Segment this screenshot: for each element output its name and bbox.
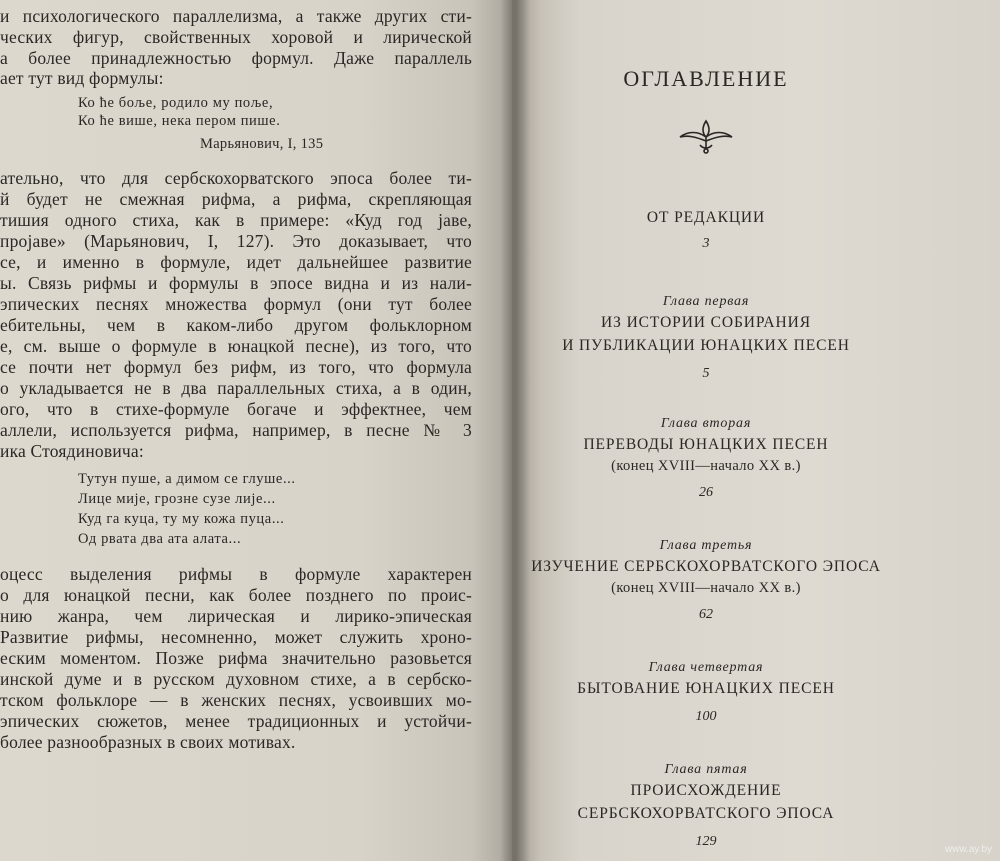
toc-entry[interactable]: [512, 415, 1000, 502]
prose-line: нию жанра, чем лирическая и лирико-эпическая: [0, 606, 472, 626]
prose-line: ого, что в стихе-формуле богаче и эффектнее, чем: [0, 399, 472, 419]
toc-chapter-label: Глава первая: [662, 294, 750, 309]
prose-line: а более принадлежностью формул. Даже параллель: [0, 48, 472, 68]
prose-line: се, и именно в формуле, идет дальнейшее развитие: [0, 252, 472, 272]
prose-line: аллели, используется рифма, например, в песне № 3: [0, 420, 472, 440]
prose-line: ает тут вид формулы:: [0, 68, 164, 88]
fleuron-ornament-icon: [674, 115, 738, 160]
toc-entry[interactable]: [512, 293, 1000, 383]
toc-entry-title: И ПУБЛИКАЦИИ ЮНАЦКИХ ПЕСЕН: [562, 337, 850, 354]
prose-line: более разнообразных в своих мотивах.: [0, 732, 296, 752]
toc-entry[interactable]: [512, 537, 1000, 624]
verse-line: Лице мије, грозне сузе лије...: [78, 491, 276, 507]
toc-entry[interactable]: [512, 206, 1000, 253]
right-page-contents: [512, 0, 1000, 861]
toc-entry-title: СЕРБСКОХОРВАТСКОГО ЭПОСА: [577, 805, 835, 822]
toc-entry-page: 100: [695, 709, 717, 724]
toc-entry-title: ПЕРЕВОДЫ ЮНАЦКИХ ПЕСЕН: [583, 436, 829, 453]
prose-line: ательно, что для сербскохорватского эпоса более ти-: [0, 168, 472, 188]
prose-line: о укладывается не в два параллельных стиха, а в один,: [0, 378, 472, 398]
prose-line: се почти нет формул без рифм, из того, что формула: [0, 357, 472, 377]
toc-chapter-label: Глава вторая: [660, 416, 752, 431]
toc-chapter-label: Глава третья: [659, 538, 753, 553]
toc-entry-page: 5: [702, 366, 710, 381]
toc-entry-title: ПРОИСХОЖДЕНИЕ: [630, 782, 782, 799]
prose-line: о для юнацкой песни, как более позднего по проис-: [0, 585, 472, 605]
book-gutter: [500, 0, 530, 861]
toc-entry[interactable]: [512, 761, 1000, 851]
toc-entry-page: 26: [699, 485, 713, 500]
toc-entry[interactable]: [512, 659, 1000, 726]
prose-line: тском фольклоре — в женских песнях, усвоивших мо-: [0, 690, 472, 710]
toc-entry-subtitle: (конец XVIII—начало XX в.): [611, 580, 801, 596]
verse-line: Тутун пуше, а димом се глуше...: [78, 471, 296, 487]
verse-line: Куд га куца, ту му кожа пуца...: [78, 511, 285, 527]
prose-line: еским моментом. Позже рифма значительно разовьется: [0, 648, 472, 668]
toc-entry-subtitle: (конец XVIII—начало XX в.): [611, 458, 801, 474]
toc-entry-page: 62: [699, 607, 713, 622]
toc-entry-title: ИЗУЧЕНИЕ СЕРБСКОХОРВАТСКОГО ЭПОСА: [531, 558, 881, 575]
toc-entry-title: ОТ РЕДАКЦИИ: [646, 209, 766, 226]
verse-attribution: Марьянович, I, 135: [200, 136, 324, 152]
toc-entry-page: 3: [702, 236, 710, 251]
prose-line: инской думе и в русском духовном стихе, а в сербско-: [0, 669, 472, 689]
prose-line: пројаве» (Марьянович, I, 127). Это доказывает, что: [0, 231, 472, 251]
toc-entry-title: ИЗ ИСТОРИИ СОБИРАНИЯ: [601, 314, 811, 331]
prose-line: и психологического параллелизма, а также других сти-: [0, 6, 472, 26]
verse-line: Ко ће више, нека пером пише.: [78, 113, 281, 129]
prose-line: ебительны, чем в каком-либо другом фольклорном: [0, 315, 472, 335]
prose-line: тишия одного стиха, как в примере: «Куд год јаве,: [0, 210, 472, 230]
toc-title: ОГЛАВЛЕНИЕ: [623, 66, 789, 91]
prose-line: ика Стоядиновича:: [0, 441, 144, 461]
prose-line: ческих фигур, свойственных хоровой и лирической: [0, 27, 472, 47]
toc-chapter-label: Глава четвертая: [648, 660, 764, 675]
prose-line: й будет не смежная рифма, а рифма, скрепляющая: [0, 189, 472, 209]
toc-entry-page: 129: [695, 834, 717, 849]
prose-line: эпических песнях множества формул (они тут более: [0, 294, 472, 314]
prose-line: Развитие рифмы, несомненно, может служить хроно-: [0, 627, 472, 647]
prose-line: оцесс выделения рифмы в формуле характерен: [0, 564, 472, 584]
prose-line: ы. Связь рифмы и формулы в эпосе видна и из нали-: [0, 273, 472, 293]
toc-entry-title: БЫТОВАНИЕ ЮНАЦКИХ ПЕСЕН: [577, 680, 835, 697]
prose-line: эпических сюжетов, менее традиционных и устойчи-: [0, 711, 472, 731]
toc-chapter-label: Глава пятая: [664, 762, 748, 777]
verse-line: Од рвата два ата алата...: [78, 531, 242, 547]
verse-line: Ко ће боље, родило му поље,: [78, 95, 274, 111]
watermark: www.ay.by: [944, 844, 992, 855]
prose-line: е, см. выше о формуле в юнацкой песне), из того, что: [0, 336, 472, 356]
